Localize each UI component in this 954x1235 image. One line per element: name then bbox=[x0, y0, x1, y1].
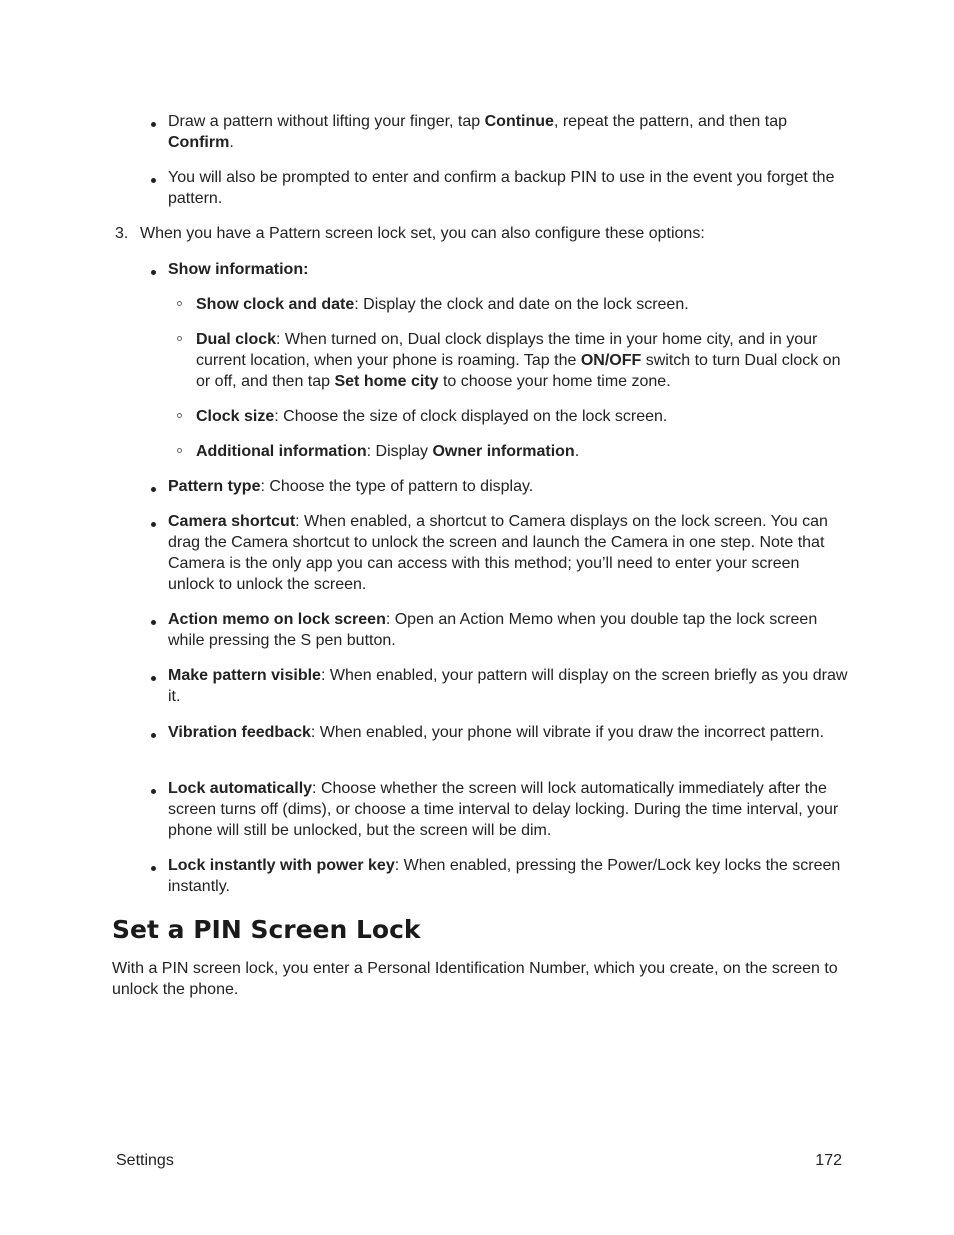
bold-term: Additional information bbox=[196, 443, 367, 460]
text-run: switch to turn Dual clock on or off, and then tap bbox=[196, 352, 841, 390]
bold-term: Show clock and date bbox=[196, 296, 355, 313]
sub-bullet-marker bbox=[177, 301, 182, 306]
bold-term: Pattern type bbox=[168, 478, 261, 495]
bullet-marker bbox=[151, 733, 156, 738]
bold-term: Vibration feedback bbox=[168, 724, 311, 741]
section-body: With a PIN screen lock, you enter a Personal Identification Number, which you create, on the screen to unlock the phone. bbox=[112, 960, 838, 998]
show-information-label: Show information: bbox=[168, 261, 309, 278]
bold-term: Lock instantly with power key bbox=[168, 857, 395, 874]
text-run: : Open an Action Memo when you double tap the lock screen while pressing the S pen button. bbox=[168, 611, 818, 649]
option-camera-shortcut bbox=[168, 511, 848, 595]
bullet-backup-pin bbox=[168, 167, 848, 209]
bold-term: Dual clock bbox=[196, 331, 277, 348]
text-run: : When enabled, a shortcut to Camera displays on the lock screen. You can drag the Camera shortcut to unlock the screen and launch the Camera in one step. Note that Camera is the only app you can access with this method; you’ll need to enter your screen unlock to unlock the screen. bbox=[168, 513, 828, 593]
sub-bullet-marker bbox=[177, 413, 182, 418]
bold-term: Camera shortcut bbox=[168, 513, 296, 530]
sub-item-additional-information bbox=[196, 441, 846, 462]
text-run: : Display the clock and date on the lock screen. bbox=[354, 296, 689, 313]
option-lock-instantly bbox=[168, 855, 848, 897]
text-run: : Display bbox=[366, 443, 433, 460]
sub-bullet-marker bbox=[177, 336, 182, 341]
bullet-marker bbox=[151, 122, 156, 127]
option-vibration-feedback bbox=[168, 722, 848, 743]
bullet-marker bbox=[151, 178, 156, 183]
text-run: : When enabled, pressing the Power/Lock key locks the screen instantly. bbox=[168, 857, 841, 895]
option-lock-automatically bbox=[168, 778, 848, 841]
bullet-draw-pattern bbox=[168, 111, 848, 153]
bold-term: Make pattern visible bbox=[168, 667, 321, 684]
text-run: . bbox=[229, 134, 234, 151]
bullet-marker bbox=[151, 522, 156, 527]
text-run: : When turned on, Dual clock displays the time in your home city, and in your current location, when your phone is roaming. Tap the bbox=[196, 331, 818, 369]
text-run: : When enabled, your pattern will display on the screen briefly as you draw it. bbox=[168, 667, 848, 705]
sub-item-show-clock-date bbox=[196, 294, 846, 315]
bold-term: Action memo on lock screen bbox=[168, 611, 386, 628]
bold-term: Lock automatically bbox=[168, 780, 313, 797]
option-action-memo bbox=[168, 609, 848, 651]
bullet-marker bbox=[151, 620, 156, 625]
sub-bullet-marker bbox=[177, 448, 182, 453]
bold-term: Clock size bbox=[196, 408, 275, 425]
step-number: 3. bbox=[115, 225, 129, 242]
bullet-marker bbox=[151, 270, 156, 275]
bold-term: ON/OFF bbox=[580, 352, 642, 369]
bold-term: Set home city bbox=[334, 373, 439, 390]
text-run: : Choose whether the screen will lock automatically immediately after the screen turns off (dims), or choose a time interval to delay locking. During the time interval, your phone will still be unlocked, but the screen will be dim. bbox=[168, 780, 839, 839]
text-run: : When enabled, your phone will vibrate if you draw the incorrect pattern. bbox=[310, 724, 825, 741]
option-make-pattern-visible bbox=[168, 665, 848, 707]
text-run: : Choose the size of clock displayed on the lock screen. bbox=[274, 408, 668, 425]
option-pattern-type bbox=[168, 476, 848, 497]
sub-item-dual-clock bbox=[196, 329, 846, 392]
bold-term: Owner information bbox=[432, 443, 575, 460]
text-run: to choose your home time zone. bbox=[438, 373, 671, 390]
bold-term: Continue bbox=[484, 113, 554, 130]
section-heading: Set a PIN Screen Lock bbox=[112, 915, 421, 944]
step-3-text: When you have a Pattern screen lock set, you can also configure these options: bbox=[140, 225, 705, 242]
text-run: , repeat the pattern, and then tap bbox=[553, 113, 787, 130]
bullet-marker bbox=[151, 487, 156, 492]
text-run: . bbox=[574, 443, 580, 460]
footer-section-name: Settings bbox=[116, 1152, 174, 1169]
footer-page-number: 172 bbox=[815, 1152, 842, 1169]
text-run: You will also be prompted to enter and confirm a backup PIN to use in the event you forget the pattern. bbox=[168, 169, 835, 207]
sub-item-clock-size bbox=[196, 406, 846, 427]
text-run: : Choose the type of pattern to display. bbox=[260, 478, 534, 495]
bullet-marker bbox=[151, 866, 156, 871]
bullet-marker bbox=[151, 789, 156, 794]
bullet-marker bbox=[151, 676, 156, 681]
bold-term: Confirm bbox=[168, 134, 230, 151]
text-run: Draw a pattern without lifting your finger, tap bbox=[168, 113, 485, 130]
